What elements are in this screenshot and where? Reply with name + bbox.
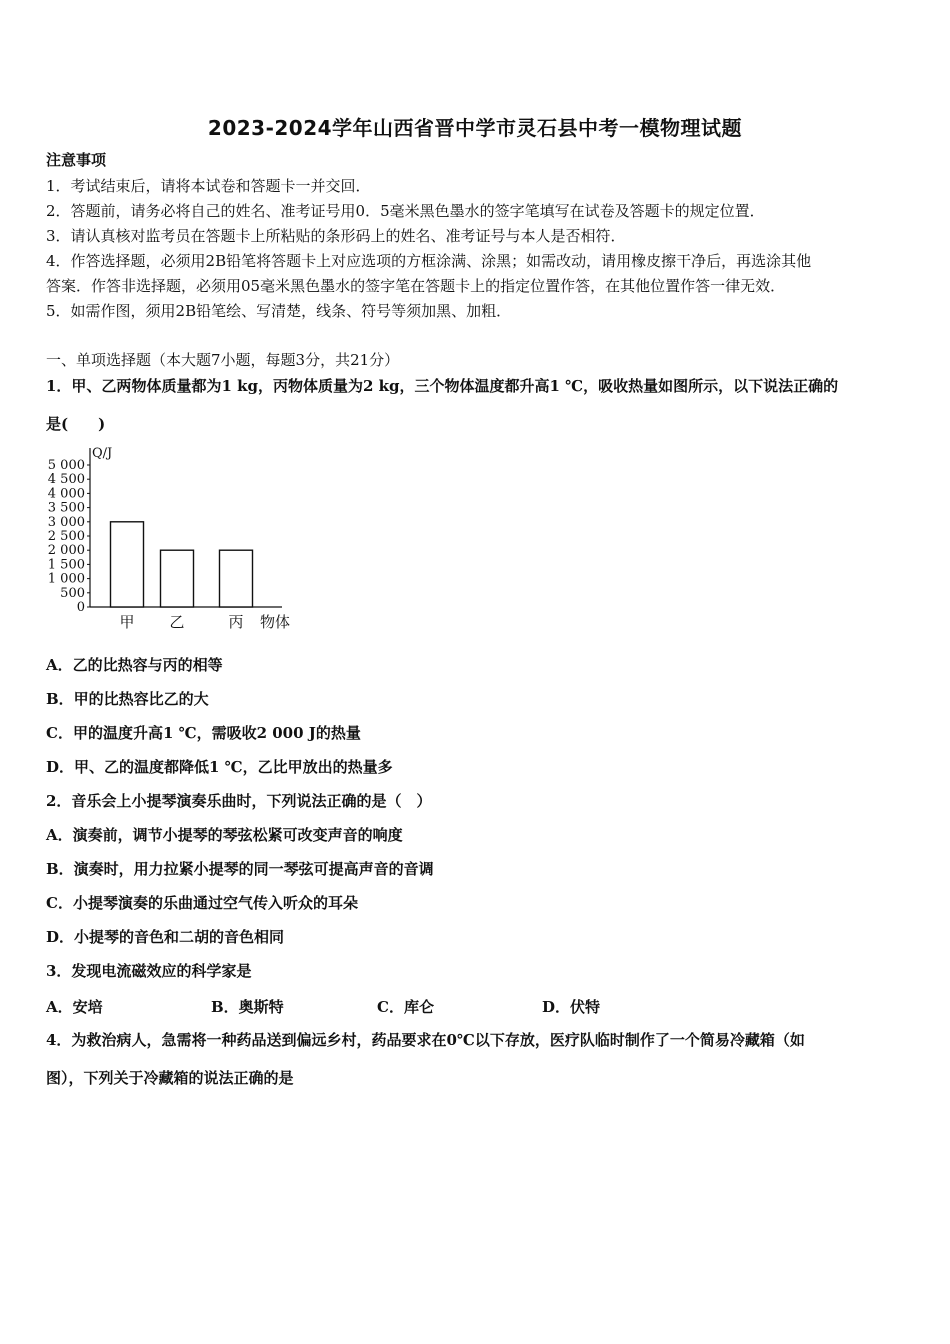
notice-heading: 注意事项	[46, 151, 107, 169]
y-tick-label: 2 000	[47, 543, 85, 559]
y-tick-label: 500	[60, 585, 85, 601]
q1-stem-line1: 1．甲、乙两物体质量都为1 kg，丙物体质量为2 kg，三个物体温度都升高1 ℃，吸收热量如图所示，以下说法正确的	[46, 377, 839, 395]
q1-option-d[interactable]: D．甲、乙的温度都降低1 ℃，乙比甲放出的热量多	[46, 758, 393, 776]
bar	[220, 550, 253, 607]
q1-option-c[interactable]: C．甲的温度升高1 ℃，需吸收2 000 J的热量	[46, 724, 361, 742]
q2-option-b[interactable]: B．演奏时，用力拉紧小提琴的同一琴弦可提高声音的音调	[46, 860, 434, 878]
x-axis-label: 物体	[260, 613, 291, 631]
q2-option-c[interactable]: C．小提琴演奏的乐曲通过空气传入听众的耳朵	[46, 894, 358, 912]
q3-option-a[interactable]: A．安培	[46, 998, 103, 1016]
q3-option-b[interactable]: B．奥斯特	[211, 998, 284, 1016]
notice-item: 2．答题前，请务必将自己的姓名、准考证号用0．5毫米黑色墨水的签字笔填写在试卷及答题卡的规定位置．	[46, 202, 765, 220]
notice-item: 4．作答选择题，必须用2B铅笔将答题卡上对应选项的方框涂满、涂黑；如需改动，请用橡皮擦干净后，再选涂其他	[46, 252, 812, 270]
x-category-label: 乙	[169, 613, 185, 631]
y-tick-label: 1 000	[47, 571, 85, 587]
x-category-label: 丙	[228, 613, 244, 631]
q1-stem-line2: 是( )	[46, 415, 106, 433]
y-tick-label: 3 000	[47, 514, 85, 530]
y-tick-label: 3 500	[47, 500, 85, 516]
q3-option-c[interactable]: C．库仑	[377, 998, 434, 1016]
q4-stem-line1: 4．为救治病人，急需将一种药品送到偏远乡村，药品要求在0℃以下存放，医疗队临时制作了一个简易冷藏箱（如	[46, 1031, 805, 1049]
q4-stem-line2: 图），下列关于冷藏箱的说法正确的是	[46, 1069, 294, 1087]
notice-item: 3．请认真核对监考员在答题卡上所粘贴的条形码上的姓名、准考证号与本人是否相符．	[46, 227, 626, 245]
q1-option-b[interactable]: B．甲的比热容比乙的大	[46, 690, 209, 708]
notice-item: 1．考试结束后，请将本试卷和答题卡一并交回．	[46, 177, 371, 195]
notice-item: 5．如需作图，须用2B铅笔绘、写清楚，线条、符号等须加黑、加粗．	[46, 302, 512, 320]
q3-option-d[interactable]: D．伏特	[542, 998, 601, 1016]
q1-option-a[interactable]: A．乙的比热容与丙的相等	[46, 656, 223, 674]
y-tick-label: 4 500	[47, 472, 85, 488]
y-tick-label: 2 500	[47, 529, 85, 544]
bar	[111, 522, 144, 607]
section-heading: 一、单项选择题（本大题7小题，每题3分，共21分）	[46, 351, 400, 369]
y-tick-label: 1 500	[47, 557, 85, 573]
q2-stem: 2．音乐会上小提琴演奏乐曲时，下列说法正确的是（ ）	[46, 792, 432, 810]
page-title: 2023-2024学年山西省晋中学市灵石县中考一模物理试题	[207, 116, 743, 140]
y-tick-label: 4 000	[47, 486, 85, 502]
y-tick-label: 5 000	[47, 458, 85, 473]
y-tick-label: 0	[76, 600, 85, 615]
bar	[161, 550, 194, 607]
q3-stem: 3．发现电流磁效应的科学家是	[46, 962, 252, 980]
q2-option-d[interactable]: D．小提琴的音色和二胡的音色相同	[46, 928, 285, 946]
y-axis-label: Q/J	[92, 446, 113, 461]
notice-item: 答案．作答非选择题，必须用05毫米黑色墨水的签字笔在答题卡上的指定位置作答，在其他位置作答一律无效．	[46, 277, 786, 295]
heat-bar-chart	[44, 440, 314, 635]
x-category-label: 甲	[119, 613, 135, 631]
q2-option-a[interactable]: A．演奏前，调节小提琴的琴弦松紧可改变声音的响度	[46, 826, 403, 844]
